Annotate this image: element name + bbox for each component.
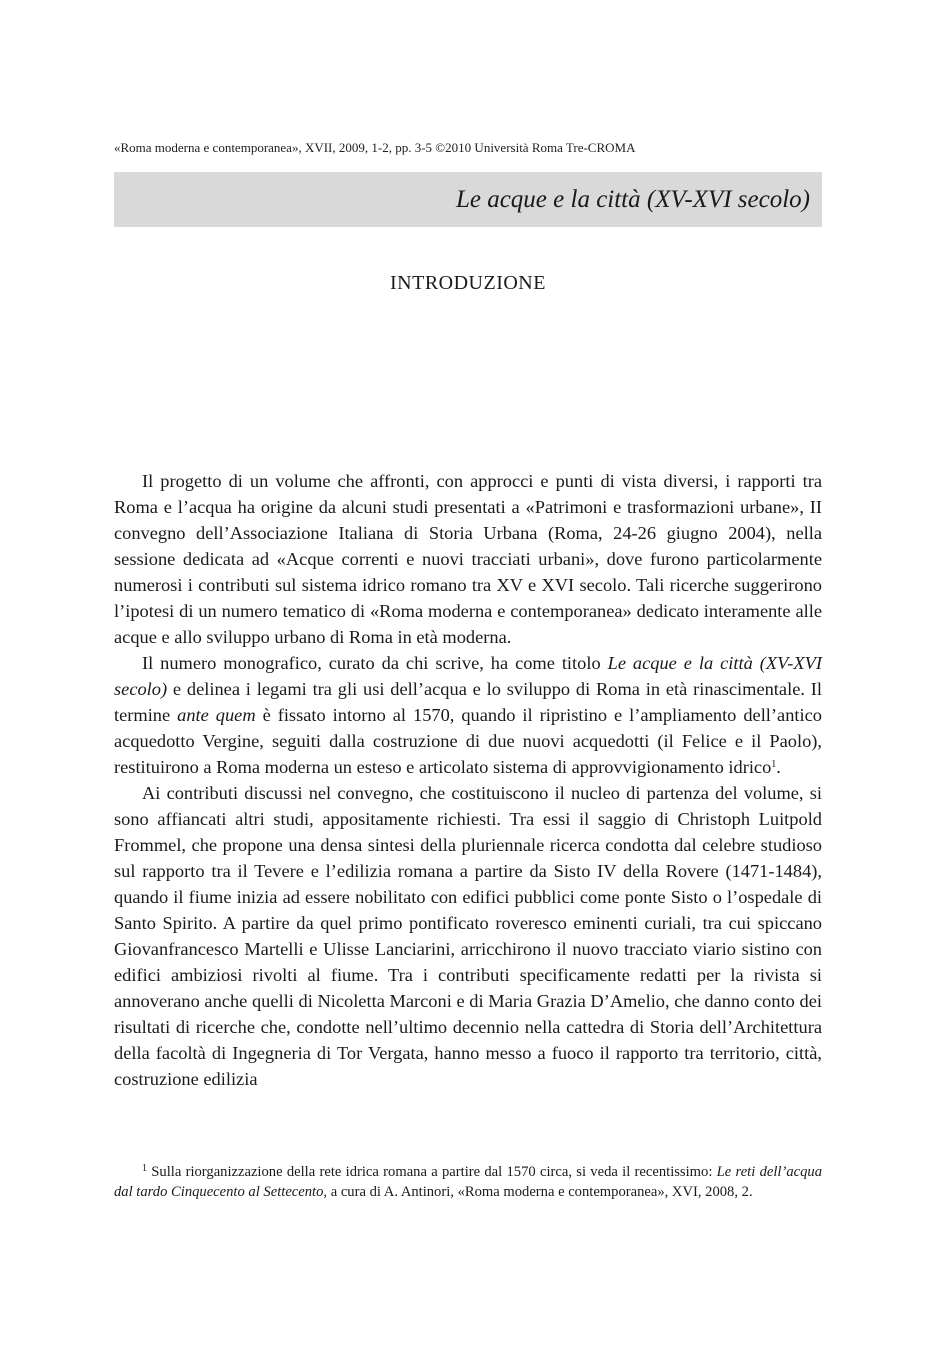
running-head: «Roma moderna e contemporanea», XVII, 2009, 1-2, pp. 3-5 ©2010 Università Roma Tre-CROMA <box>114 140 636 155</box>
paragraph-2-text-b: e delinea i legami tra gli usi dell’acqua e lo sviluppo di Roma in età rinascimentale. Il termine <box>114 679 822 725</box>
paragraph-2-text-c: è fissato intorno al 1570, quando il ripristino e l’ampliamento dell’antico acquedotto Vergine, seguiti dalla costruzione di due nuovi acquedotti (il Felice e il Paolo), restituirono a Roma moderna un esteso e articolato sistema di approvvigionamento idrico <box>114 705 822 777</box>
footnote-cited-title: Le reti dell’acqua dal tardo Cinquecento al Settecento <box>114 1164 822 1200</box>
footnote-text-a: Sulla riorganizzazione della rete idrica romana a partire dal 1570 circa, si veda il recentissimo: <box>147 1164 717 1180</box>
section-title: INTRODUZIONE <box>390 272 546 294</box>
footnote-text-b: , a cura di A. Antinori, «Roma moderna e contemporanea», XVI, 2008, 2. <box>323 1184 753 1200</box>
latin-term: ante quem <box>177 705 256 725</box>
issue-banner <box>114 172 822 227</box>
paragraph-2 <box>114 650 822 780</box>
paragraph-1: Il progetto di un volume che affronti, con approcci e punti di vista diversi, i rapporti tra Roma e l’acqua ha origine da alcuni studi presentati a «Patrimoni e trasformazioni urbane», II convegno dell’Associazione Italiana di Storia Urbana (Roma, 24-26 giugno 2004), nella sessione dedicata ad «Acque correnti e nuovi tracciati urbani», dove furono particolarmente numerosi i contributi sul sistema idrico romano tra XV e XVI secolo. Tali ricerche suggerirono l’ipotesi di un numero tematico di «Roma moderna e contemporanea» dedicato interamente alle acque e allo sviluppo urbano di Roma in età moderna. <box>114 471 822 647</box>
body-text <box>114 468 822 1092</box>
issue-title-reference: Le acque e la città (XV-XVI secolo) <box>114 653 822 699</box>
paragraph-2-text-d: . <box>776 757 781 777</box>
footnote-number: 1 <box>142 1163 147 1174</box>
paragraph-3: Ai contributi discussi nel convegno, che costituiscono il nucleo di partenza del volume, si sono affiancati altri studi, appositamente richiesti. Tra essi il saggio di Christoph Luitpold Frommel, che propone una densa sintesi della pluriennale ricerca condotta dal celebre studioso sul rapporto tra il Tevere e l’edilizia romana a partire da Sisto IV della Rovere (1471-1484), quando il fiume inizia ad essere nobilitato con edifici pubblici come ponte Sisto o l’ospedale di Santo Spirito. A partire da quel primo pontificato roveresco eminenti curiali, tra cui spiccano Giovanfrancesco Martelli e Ulisse Lanciarini, arricchirono il nuovo tracciato viario sistino con edifici ambiziosi rivolti al fiume. Tra i contributi specificamente redatti per la rivista si annoverano anche quelli di Nicoletta Marconi e di Maria Grazia D’Amelio, che danno conto dei risultati di ricerche che, condotte nell’ultimo decennio nella cattedra di Storia dell’Architettura della facoltà di Ingegneria di Tor Vergata, hanno messo a fuoco il rapporto tra territorio, città, costruzione edilizia <box>114 783 822 1089</box>
banner-title: Le acque e la città (XV-XVI secolo) <box>455 185 810 213</box>
footnote <box>114 1162 822 1202</box>
paragraph-2-text-a: Il numero monografico, curato da chi scrive, ha come titolo <box>142 653 608 673</box>
footnote-reference[interactable]: 1 <box>771 759 777 770</box>
